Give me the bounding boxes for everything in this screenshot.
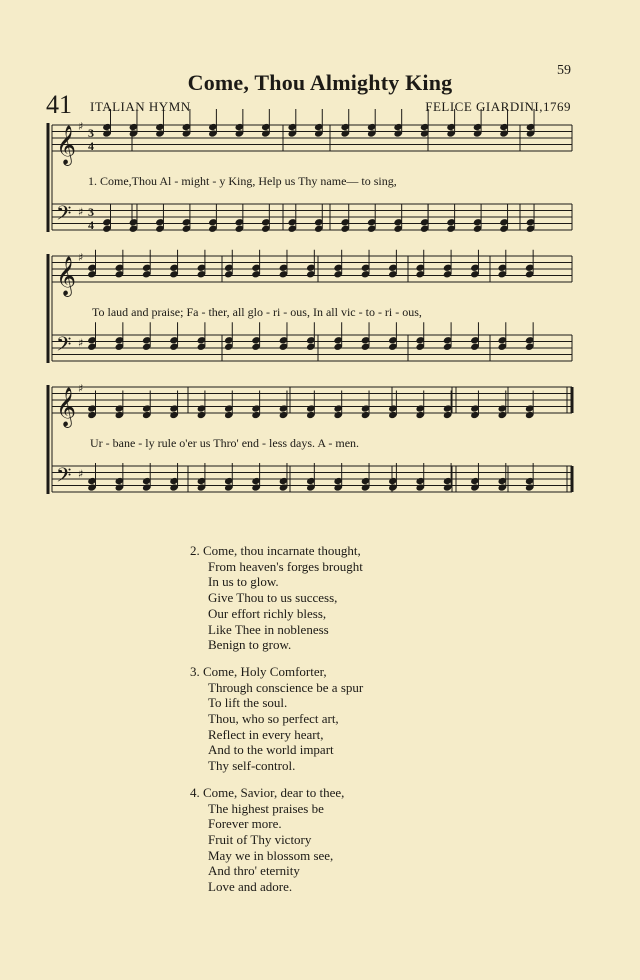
stanza-line [190,590,363,606]
stanza-line [190,816,363,832]
stanza-line-text: Come, Savior, dear to thee, [203,784,345,800]
stanza-number: 4. [190,784,203,800]
stanza-line [190,664,363,680]
stanza-number: 3. [190,663,203,679]
stanza-line [190,543,363,559]
composer-credit: FELICE GIARDINI,1769 [425,99,571,114]
stanza-4 [190,785,363,895]
stanza-line [190,879,363,895]
stanza-line-text: Thou, who so perfect art, [208,711,339,727]
stanza-line [190,785,363,801]
stanza-2 [190,543,363,653]
sharp-icon: ♯ [78,467,84,481]
sharp-icon: ♯ [78,251,84,264]
stanza-line-text: May we in blossom see, [208,847,334,863]
bass-clef-icon: 𝄢 [56,332,72,361]
stanza-line-text: Love and adore. [208,879,293,895]
stanza-line [190,695,363,711]
stanza-line [190,801,363,817]
page-number: 59 [557,63,571,78]
sharp-icon: ♯ [78,205,84,219]
stanza-line [190,637,363,653]
sharp-icon: ♯ [78,336,84,350]
time-signature: 3 [88,205,94,219]
stanza-line [190,848,363,864]
stanza-line-text: Come, thou incarnate thought, [203,543,361,558]
stanza-line-text: Give Thou to us success, [208,590,338,606]
time-signature: 4 [88,139,94,153]
stanza-line-text: To lift the soul. [208,695,288,711]
tune-name: ITALIAN HYMN [90,99,191,114]
stanza-line-text: Like Thee in nobleness [208,621,329,637]
bass-clef-icon: 𝄢 [56,463,72,492]
time-signature: 3 [88,126,94,140]
stanza-line [190,863,363,879]
stanza-line-text: Through conscience be a spur [208,679,364,695]
stanza-line [190,574,363,590]
treble-clef-icon: 𝄞 [56,387,77,427]
stanza-line-text: Benign to grow. [208,637,292,653]
treble-clef-icon: 𝄞 [56,256,77,296]
lyric-line-3: Ur - bane - ly rule o'er us Thro' end - less days. A - men. [90,436,360,450]
stanza-line [190,680,363,696]
stanza-3 [190,664,363,774]
stanza-line-text: Come, Holy Comforter, [203,663,327,679]
stanza-line-text: In us to glow. [208,574,279,590]
stanza-line-text: The highest praises be [208,800,324,816]
time-signature: 4 [88,218,94,232]
hymn-number: 41 [46,90,72,119]
stanza-line [190,606,363,622]
stanza-line-text: Our effort richly bless, [208,605,327,621]
lyric-line-1: 1. Come,Thou Al - might - y King, Help us Thy name— to sing, [88,174,397,188]
stanza-line-text: And thro' eternity [208,863,300,879]
stanza-line [190,727,363,743]
stanza-line [190,742,363,758]
stanza-line [190,559,363,575]
treble-clef-icon: 𝄞 [56,125,77,165]
stanza-line-text: Fruit of Thy victory [208,831,312,847]
stanza-line [190,711,363,727]
stanza-line [190,622,363,638]
sharp-icon: ♯ [78,382,84,395]
bass-clef-icon: 𝄢 [56,201,72,230]
lyric-line-2: To laud and praise; Fa - ther, all glo - ri - ous, In all vic - to - ri - ous, [92,305,422,319]
stanza-line-text: From heaven's forges brought [208,558,363,574]
stanza-line-text: Forever more. [208,816,282,832]
stanza-line-text: And to the world impart [208,742,334,758]
sharp-icon: ♯ [78,120,84,133]
stanza-number: 2. [190,543,203,558]
hymn-title: Come, Thou Almighty King [187,70,453,95]
stanza-line [190,758,363,774]
stanza-line-text: Thy self-control. [208,758,296,774]
additional-stanzas [190,543,363,906]
stanza-line-text: Reflect in every heart, [208,726,324,742]
stanza-line [190,832,363,848]
